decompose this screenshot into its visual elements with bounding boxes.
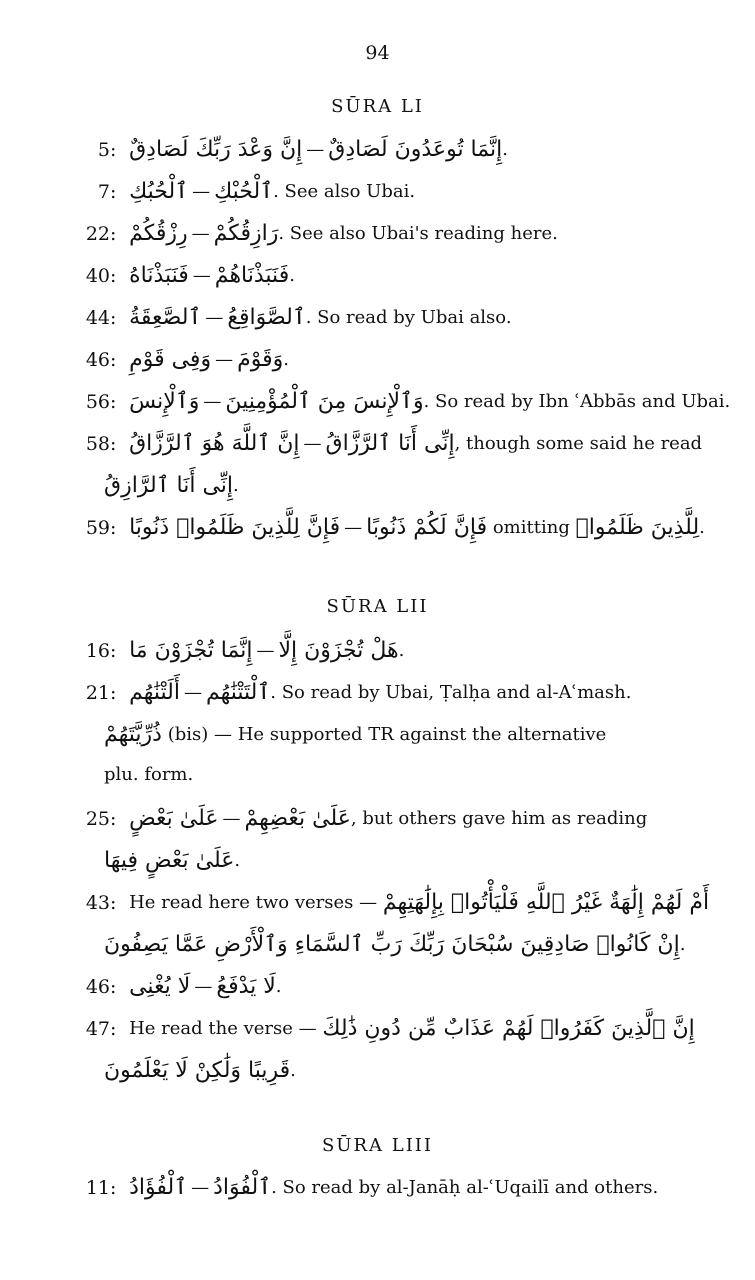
- arabic-variant: رَازِقُكُمْ: [213, 221, 279, 246]
- verse-number: 46: [85, 975, 110, 998]
- arabic-verse: قَرِيبًا وَلَٰكِنْ لَا يَعْلَمُونَ: [104, 1058, 291, 1083]
- arabic-omitted: لِلَّذِينَ ظَلَمُوا۟: [575, 515, 700, 540]
- entry-note: . So read by al-Janāḥ al-ʿUqailī and others.: [271, 1177, 659, 1198]
- arabic-reading: وَٱلْإِنسَ: [129, 389, 200, 414]
- verse-number: 7: [97, 180, 110, 203]
- entry-note: , but others gave him as reading: [350, 808, 648, 829]
- verse-number: 58: [85, 432, 110, 455]
- arabic-variant: ذُرِّيَّتَهُمْ: [104, 722, 162, 747]
- arabic-verse: أَمْ لَهُمْ إِلَٰهَةٌ غَيْرُ ٱللَّهِ فَلْيَأْتُوا۟ بِإِلَٰهَتِهِمْ: [382, 890, 710, 915]
- arabic-reading: فَنَبَذْنَاهُ: [129, 263, 189, 288]
- entry-note: .: [283, 349, 289, 370]
- arabic-variant: عَلَىٰ بَعْضٍ فِيهَا: [104, 848, 235, 873]
- verse-number: 56: [85, 390, 110, 413]
- arabic-verse: إِنَّ ٱلَّذِينَ كَفَرُوا۟ لَهُمْ عَذَابٌ مِّن دُونِ ذَٰلِكَ: [322, 1016, 695, 1041]
- verse-number: 25: [85, 807, 110, 830]
- entry-continuation: [104, 722, 694, 764]
- arabic-reading: لَا يُغْنِى: [129, 974, 191, 999]
- entry-note: .: [679, 934, 686, 955]
- verse-entry: 5: إِنَّ وَعْدَ رَبِّكَ لَصَادِقٌ — إِنَّمَا تُوعَدُونَ لَصَادِقٌ.: [64, 137, 694, 179]
- arabic-variant: عَلَىٰ بَعْضِهِمْ: [244, 806, 351, 831]
- entry-note: . So read by Ubai also.: [305, 307, 512, 328]
- verse-number: 46: [85, 348, 110, 371]
- verse-number: 22: [85, 222, 110, 245]
- arabic-reading: وَفِى قَوْمِ: [129, 347, 212, 372]
- arabic-reading: ٱلْحُبُكِ: [129, 179, 189, 204]
- entry-note: .: [275, 976, 282, 997]
- sura-heading: SŪRA LII: [326, 596, 429, 617]
- verse-number: 47: [85, 1017, 110, 1040]
- verse-entry: 58: إِنَّ ٱللَّهَ هُوَ ٱلرَّزَّاقُ — إِنِّى أَنَا ٱلرَّزَّاقُ, though some said he read: [64, 431, 694, 473]
- verse-number: 43: [85, 891, 110, 914]
- sura-heading: SŪRA LIII: [321, 1135, 434, 1156]
- entry-note: He read here two verses —: [129, 892, 383, 913]
- arabic-reading: أَلَتْنَٰهُم: [129, 680, 180, 705]
- entry-continuation: [104, 1058, 694, 1100]
- entry-continuation: [104, 473, 694, 515]
- verse-entry: 21: أَلَتْنَٰهُم — ٱلْتَتْنَٰهُم. So read by Ubai, Ṭalḥa and al-Aʿmash.: [64, 680, 694, 722]
- entry-note: , though some said he read: [454, 433, 703, 454]
- entry-note: .: [233, 475, 239, 496]
- verse-number: 21: [85, 681, 110, 704]
- verse-number: 40: [85, 264, 110, 287]
- verse-entry: 16: إِنَّمَا تُجْزَوْنَ مَا — هَلْ تُجْزَوْنَ إِلَّا.: [64, 638, 694, 680]
- entry-note: . See also Ubai.: [273, 181, 416, 202]
- arabic-variant: ٱلصَّوَاقِعُ: [227, 305, 306, 330]
- verse-number: 16: [85, 639, 110, 662]
- sura-heading: SŪRA LI: [331, 96, 424, 117]
- entry-note: . So read by Ubai, Ṭalḥa and al-Aʿmash.: [270, 682, 632, 703]
- page-number: 94: [365, 42, 390, 64]
- arabic-variant: ٱلْفُوَادُ: [213, 1175, 272, 1200]
- verse-entry: 22: رِزْقُكُمْ — رَازِقُكُمْ. See also Ubai's reading here.: [64, 221, 694, 263]
- verse-number: 5: [97, 138, 110, 161]
- entry-note: .: [502, 139, 508, 160]
- arabic-variant: إِنِّى أَنَا ٱلرَّازِقُ: [104, 473, 234, 498]
- verse-entry: 46: لَا يُغْنِى — لَا يَدْفَعُ.: [64, 974, 694, 1016]
- verse-entry: 44: ٱلصَّعِقَةُ — ٱلصَّوَاقِعُ. So read by Ubai also.: [64, 305, 694, 347]
- arabic-variant: لَا يَدْفَعُ: [216, 974, 276, 999]
- arabic-reading: إِنَّمَا تُجْزَوْنَ مَا: [129, 638, 253, 663]
- verse-number: 11: [85, 1176, 110, 1199]
- entry-note: plu. form.: [104, 764, 194, 785]
- arabic-variant: فَنَبَذْنَاهُمْ: [214, 263, 290, 288]
- verse-entry: 56: وَٱلْإِنسَ — وَٱلْإِنسَ مِنَ ٱلْمُؤْمِنِينَ. So read by Ibn ʿAbbās and Ubai.: [64, 389, 694, 431]
- entry-continuation: [104, 848, 694, 890]
- arabic-reading: ٱلصَّعِقَةُ: [129, 305, 202, 330]
- arabic-variant: ٱلْتَتْنَٰهُم: [205, 680, 271, 705]
- arabic-reading: إِنَّ وَعْدَ رَبِّكَ لَصَادِقٌ: [129, 137, 303, 162]
- entry-note: .: [290, 1060, 296, 1081]
- arabic-variant: فَإِنَّ لَكُمْ ذَنُوبًا: [366, 515, 488, 540]
- verse-number: 44: [85, 306, 110, 329]
- entry-note: (bis) — He supported TR against the alternative: [161, 724, 607, 745]
- entry-continuation: [104, 932, 694, 974]
- entry-note: . See also Ubai's reading here.: [278, 223, 558, 244]
- arabic-variant: إِنِّى أَنَا ٱلرَّزَّاقُ: [325, 431, 455, 456]
- arabic-variant: وَقَوْمَ: [237, 347, 284, 372]
- arabic-reading: إِنَّ ٱللَّهَ هُوَ ٱلرَّزَّاقُ: [129, 431, 300, 456]
- verse-entry: 25: عَلَىٰ بَعْضٍ — عَلَىٰ بَعْضِهِمْ, but others gave him as reading: [64, 806, 694, 848]
- verse-entry: 43: He read here two verses — أَمْ لَهُمْ إِلَٰهَةٌ غَيْرُ ٱللَّهِ فَلْيَأْتُوا۟ بِإِلَٰهَتِهِمْ: [64, 890, 694, 932]
- verse-entry: 7: ٱلْحُبُكِ — ٱلْحُبْكِ. See also Ubai.: [64, 179, 694, 221]
- verse-entry: 47: He read the verse — إِنَّ ٱلَّذِينَ كَفَرُوا۟ لَهُمْ عَذَابٌ مِّن دُونِ ذَٰلِكَ: [64, 1016, 694, 1058]
- arabic-reading: عَلَىٰ بَعْضٍ: [129, 806, 219, 831]
- verse-entry: 11: ٱلْفُؤَادُ — ٱلْفُوَادُ. So read by al-Janāḥ al-ʿUqailī and others.: [64, 1175, 694, 1217]
- arabic-variant: إِنَّمَا تُوعَدُونَ لَصَادِقٌ: [328, 137, 503, 162]
- arabic-variant: وَٱلْإِنسَ مِنَ ٱلْمُؤْمِنِينَ: [225, 389, 424, 414]
- verse-entry: 46: وَفِى قَوْمِ — وَقَوْمَ.: [64, 347, 694, 389]
- arabic-variant: هَلْ تُجْزَوْنَ إِلَّا: [278, 638, 399, 663]
- entry-note: .: [289, 265, 295, 286]
- verse-number: 59: [85, 516, 110, 539]
- verse-entry: 59: فَإِنَّ لِلَّذِينَ ظَلَمُوا۟ ذَنُوبًا — فَإِنَّ لَكُمْ ذَنُوبًا omitting لِلَّذِينَ ظَلَمُوا۟.: [64, 515, 694, 557]
- entry-note: He read the verse —: [129, 1018, 323, 1039]
- entry-note: .: [398, 640, 405, 661]
- arabic-reading: رِزْقُكُمْ: [129, 221, 188, 246]
- entry-continuation: [104, 764, 694, 806]
- arabic-variant: ٱلْحُبْكِ: [214, 179, 274, 204]
- arabic-reading: فَإِنَّ لِلَّذِينَ ظَلَمُوا۟ ذَنُوبًا: [129, 515, 341, 540]
- arabic-verse: إِنْ كَانُوا۟ صَادِقِينَ سُبْحَانَ رَبِّكَ رَبِّ ٱلسَّمَاءِ وَٱلْأَرْضِ عَمَّا يَصِفُونَ: [104, 932, 680, 957]
- entry-note: .: [234, 850, 241, 871]
- entry-note: omitting: [487, 517, 576, 538]
- verse-entry: 40: فَنَبَذْنَاهُ — فَنَبَذْنَاهُمْ.: [64, 263, 694, 305]
- arabic-reading: ٱلْفُؤَادُ: [129, 1175, 188, 1200]
- entry-note: . So read by Ibn ʿAbbās and Ubai.: [423, 391, 731, 412]
